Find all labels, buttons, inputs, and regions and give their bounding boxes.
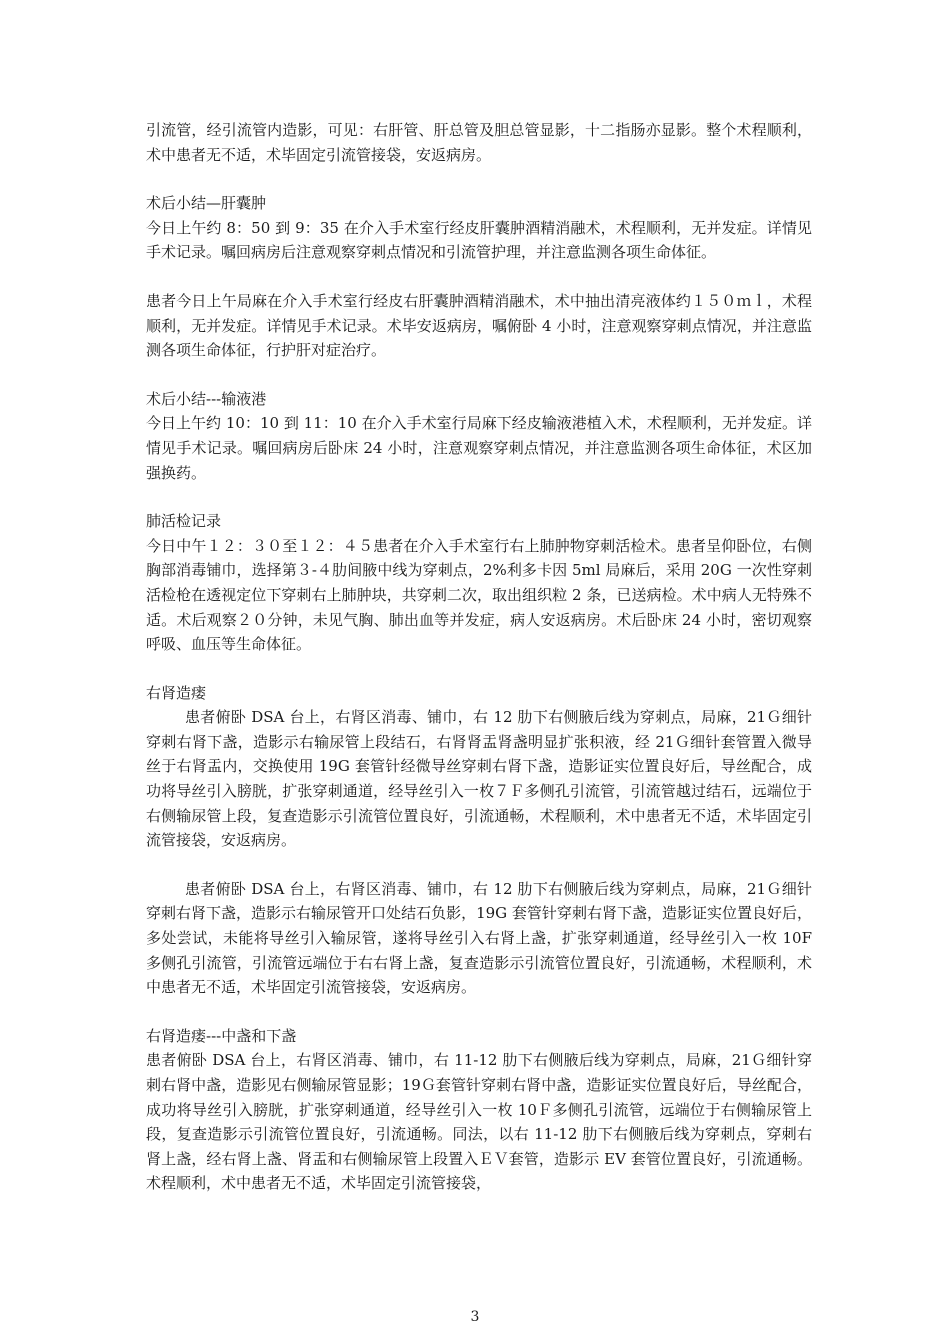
page-number: 3 xyxy=(470,1309,480,1325)
paragraph: 患者俯卧 DSA 台上，右肾区消毒、铺巾，右 12 肋下右侧腋后线为穿刺点，局麻，21Ｇ细针穿刺右肾下盏，造影示右输尿管上段结石，右肾肾盂肾盏明显扩张积液，经 21Ｇ细针套管置入微导丝于右肾盂内，交换使用 19G 套管针经微导丝穿刺右肾下盏，造影证实位置良好后，导丝配合，成功将导丝引入膀胱，扩张穿刺通道，经导丝引入一枚７Ｆ多侧孔引流管，引流管越过结石，远端位于右侧输尿管上段，复查造影示引流管位置良好，引流通畅，术程顺利，术中患者无不适，术毕固定引流管接袋，安返病房。 xyxy=(146,708,812,850)
paragraph: 患者今日上午局麻在介入手术室行经皮右肝囊肿酒精消融术，术中抽出清亮液体约１５０ｍｌ，术程顺利，无并发症。详情见手术记录。术毕安返病房，嘱俯卧 4 小时，注意观察穿刺点情况，并注意监测各项生命体征，行护肝对症治疗。 xyxy=(146,291,812,360)
section-right-nephrostomy-middle-lower xyxy=(146,1024,812,1196)
paragraph: 今日上午约 8：50 到 9：35 在介入手术室行经皮肝囊肿酒精消融术，术程顺利，无并发症。详情见手术记录。嘱回病房后注意观察穿刺点情况和引流管护理，并注意监测各项生命体征。 xyxy=(146,218,812,262)
document-body xyxy=(146,118,812,1220)
section-heading: 右肾造瘘 xyxy=(146,683,207,702)
paragraph: 患者俯卧 DSA 台上，右肾区消毒、铺巾，右 12 肋下右侧腋后线为穿刺点，局麻，21Ｇ细针穿刺右肾下盏，造影示右输尿管开口处结石负影，19G 套管针穿刺右肾下盏，造影证实位置良好后，多处尝试，未能将导丝引入输尿管，遂将导丝引入右肾上盏，扩张穿刺通道，经导丝引入一枚 10F 多侧孔引流管，引流管远端位于右右肾上盏，复查造影示引流管位置良好，引流通畅，术程顺利，术中患者无不适，术毕固定引流管接袋，安返病房。 xyxy=(146,879,812,997)
continuation-section xyxy=(146,118,812,167)
section-lung-biopsy xyxy=(146,509,812,657)
section-heading: 术后小结---输液港 xyxy=(146,389,267,408)
section-heading: 右肾造瘘---中盏和下盏 xyxy=(146,1026,297,1045)
section-liver-cyst xyxy=(146,191,812,363)
paragraph: 今日中午１２：３０至１２：４５患者在介入手术室行右上肺肿物穿刺活检术。患者呈仰卧位，右侧胸部消毒铺巾，选择第３-４肋间腋中线为穿刺点，2%利多卡因 5ml 局麻后，采用 20G 一次性穿刺活检枪在透视定位下穿刺右上肺肿块，共穿刺二次，取出组织粒 2 条，已送病检。术中病人无特殊不适。术后观察２０分钟，未见气胸、肺出血等并发症，病人安返病房。术后卧床 24 小时，密切观察呼吸、血压等生命体征。 xyxy=(146,536,812,654)
section-right-nephrostomy xyxy=(146,681,812,1000)
continuation-paragraph: 引流管，经引流管内造影，可见：右肝管、肝总管及胆总管显影，十二指肠亦显影。整个术程顺利，术中患者无不适，术毕固定引流管接袋，安返病房。 xyxy=(146,121,812,164)
paragraph: 患者俯卧 DSA 台上，右肾区消毒、铺巾，右 11-12 肋下右侧腋后线为穿刺点，局麻，21Ｇ细针穿刺右肾中盏，造影见右侧输尿管显影；19Ｇ套管针穿刺右肾中盏，造影证实位置良好后，导丝配合，成功将导丝引入膀胱，扩张穿刺通道，经导丝引入一枚 10Ｆ多侧孔引流管，远端位于右侧输尿管上段，复查造影示引流管位置良好，引流通畅。同法，以右 11-12 肋下右侧腋后线为穿刺点，穿刺右肾上盏，经右肾上盏、肾盂和右侧输尿管上段置入ＥＶ套管，造影示 EV 套管位置良好，引流通畅。术程顺利，术中患者无不适，术毕固定引流管接袋， xyxy=(146,1051,812,1193)
paragraph: 今日上午约 10：10 到 11：10 在介入手术室行局麻下经皮输液港植入术，术程顺利，无并发症。详情见手术记录。嘱回病房后卧床 24 小时，注意观察穿刺点情况，并注意监测各项生命体征，术区加强换药。 xyxy=(146,414,812,482)
section-heading: 肺活检记录 xyxy=(146,512,222,531)
section-heading: 术后小结—肝囊肿 xyxy=(146,194,267,213)
section-infusion-port xyxy=(146,387,812,485)
